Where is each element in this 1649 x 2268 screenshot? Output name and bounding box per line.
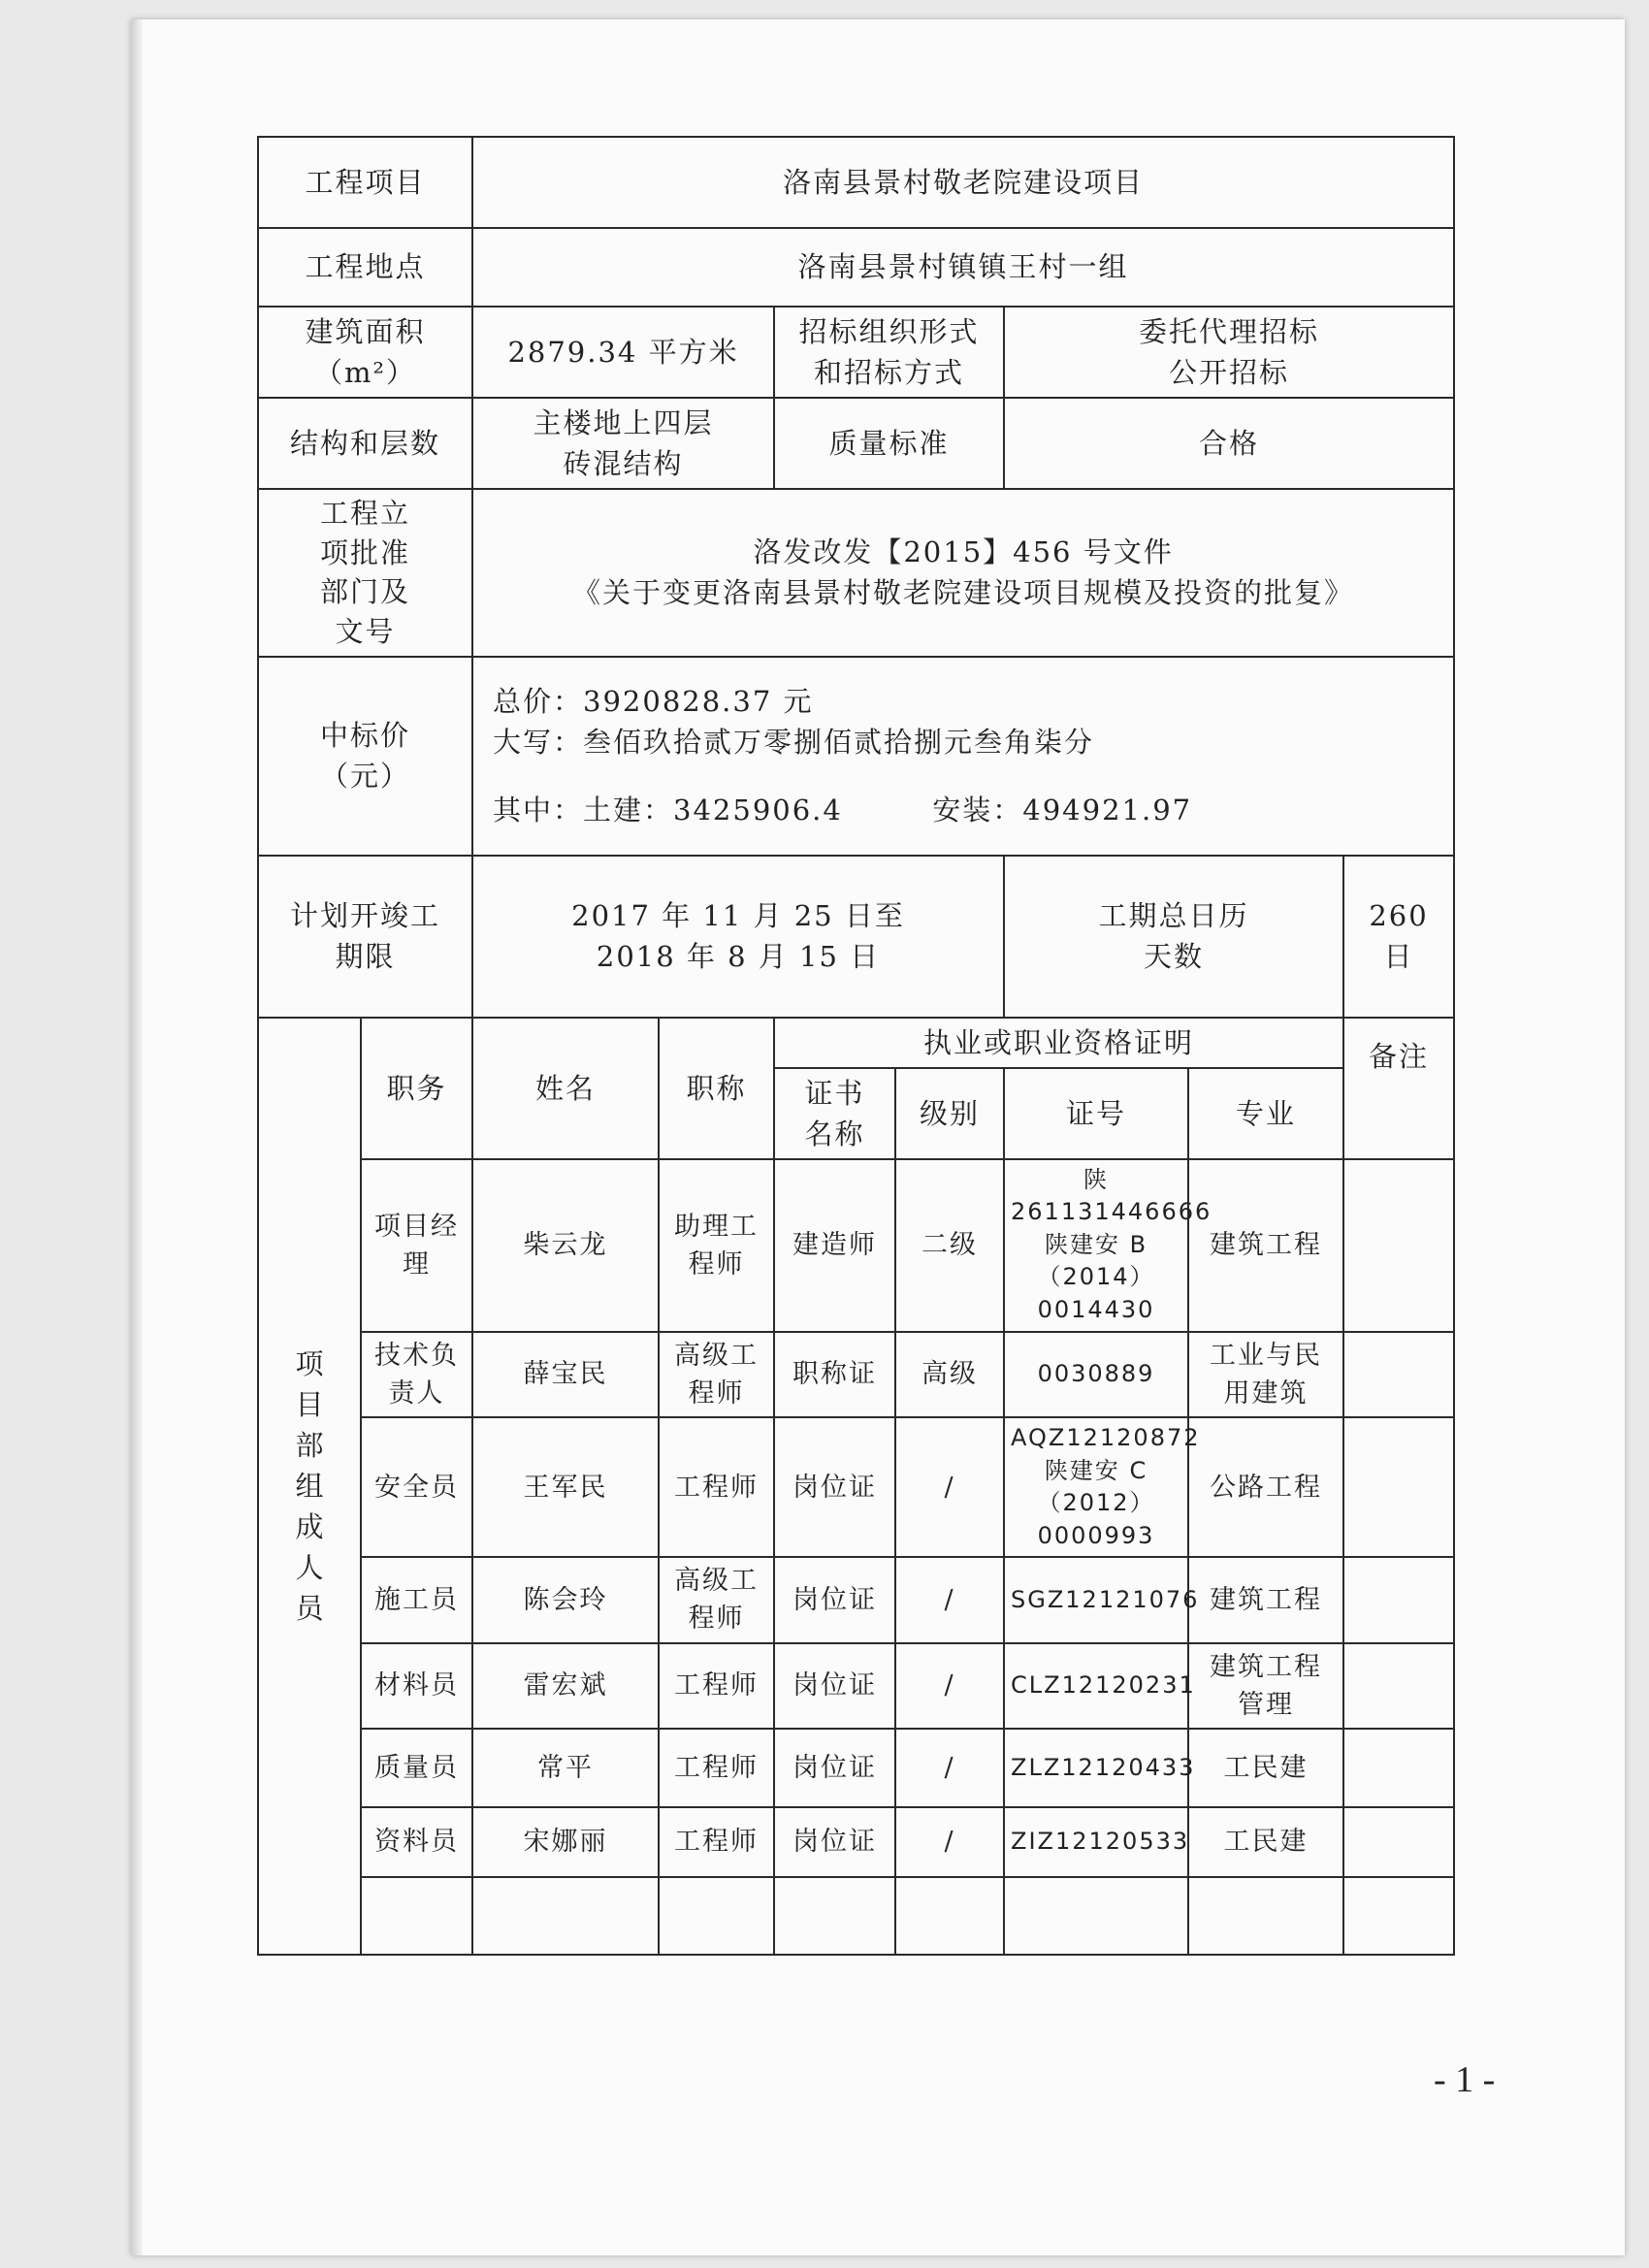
duration-label-line1: 工期总日历 [1098,899,1249,933]
staff-cert-no-line2: 陕建安 C（2012） [1037,1456,1155,1517]
empty-cell [774,1877,895,1955]
price-breakdown [493,790,1447,830]
staff-level: / [895,1729,1004,1807]
staff-specialty-line1: 工业与民 [1210,1340,1323,1371]
staff-cert: 岗位证 [774,1807,895,1877]
staff-role-line1: 项目经 [374,1211,459,1242]
staff-title-line2: 程师 [688,1248,745,1280]
staff-title-line1: 工程师 [674,1752,760,1783]
staff-cert-no [1004,1159,1212,1332]
staff-cert: 岗位证 [774,1729,895,1807]
staff-title [659,1417,774,1557]
staff-level: 二级 [895,1159,1004,1332]
bidding-label-line1: 招标组织形式 [798,315,980,348]
staff-remark [1343,1729,1454,1807]
staff-specialty-line2: 管理 [1238,1689,1295,1720]
staff-specialty-line1: 建筑工程 [1210,1230,1323,1261]
staff-title [659,1557,774,1642]
staff-cert: 岗位证 [774,1557,895,1642]
staff-cert: 建造师 [774,1159,895,1332]
staff-title [659,1729,774,1807]
structure-value-line1: 主楼地上四层 [533,406,714,440]
approval-value [472,489,1454,656]
staff-cert-no [1004,1643,1196,1729]
staff-cert-no-line3: 0000993 [1037,1521,1155,1549]
staff-role [361,1729,472,1807]
staff-title-line1: 工程师 [674,1670,760,1701]
staff-level: 高级 [895,1332,1004,1417]
staff-title [659,1807,774,1877]
staff-specialty [1188,1417,1343,1557]
staff-specialty-line1: 工民建 [1223,1752,1309,1783]
staff-name: 雷宏斌 [472,1643,659,1729]
staff-remark [1343,1807,1454,1877]
staff-title [659,1643,774,1729]
schedule-label [258,856,472,1018]
staff-level: / [895,1643,1004,1729]
staff-name: 陈会玲 [472,1557,659,1642]
page-number: - 1 - [1434,2059,1496,2100]
staff-name: 王军民 [472,1417,659,1557]
structure-label: 结构和层数 [258,398,472,489]
price-label-line2: （元） [320,760,411,794]
project-location-value: 洛南县景村镇镇王村一组 [472,228,1454,307]
header-cert-name-line1: 证书 [804,1076,865,1110]
row-structure-quality [258,398,1454,489]
empty-cell [1188,1877,1343,1955]
staff-specialty-line1: 建筑工程 [1210,1651,1323,1682]
staff-specialty [1188,1332,1343,1417]
approval-value-line2: 《关于变更洛南县景村敬老院建设项目规模及投资的批复》 [572,576,1355,610]
bidding-value-line2: 公开招标 [1169,356,1290,390]
schedule-value [472,856,1004,1018]
staff-role [361,1159,472,1332]
staff-specialty [1188,1159,1343,1332]
bidding-value-line1: 委托代理招标 [1139,315,1320,348]
staff-role-line1: 施工员 [374,1584,459,1615]
staff-name: 柴云龙 [472,1159,659,1332]
table-row [258,1557,1454,1642]
header-cert-name-line2: 名称 [804,1117,865,1150]
staff-cert-no [1004,1417,1201,1557]
row-area-bidding [258,307,1454,398]
header-role: 职务 [361,1018,472,1159]
staff-cert-no-line1: 0030889 [1037,1360,1155,1388]
header-title: 职称 [659,1018,774,1159]
approval-label-text: 工程立项批准部门及文号 [320,497,411,648]
staff-role [361,1417,472,1557]
staff-group-label-text: 项目部组成人员 [295,1346,326,1625]
price-label-line1: 中标价 [320,719,411,753]
staff-cert: 职称证 [774,1332,895,1417]
staff-title-line1: 助理工 [674,1211,760,1242]
price-label [258,657,472,856]
table-row [258,1417,1454,1557]
staff-header-row-1 [258,1018,1454,1068]
structure-value [472,398,774,489]
staff-role-line1: 安全员 [374,1472,459,1503]
approval-label [258,489,472,656]
duration-label-line2: 天数 [1144,940,1205,974]
staff-title [659,1332,774,1417]
staff-name: 常平 [472,1729,659,1807]
staff-cert: 岗位证 [774,1417,895,1557]
header-level: 级别 [895,1068,1004,1159]
empty-cell [361,1877,472,1955]
project-name-label: 工程项目 [258,137,472,228]
empty-cell [1004,1877,1188,1955]
staff-role [361,1557,472,1642]
approval-value-line1: 洛发改发【2015】456 号文件 [753,535,1174,569]
project-info-table [257,136,1455,1956]
staff-role-line2: 理 [403,1248,431,1280]
staff-cert-no-line2: 陕建安 B（2014） [1037,1230,1155,1291]
header-name: 姓名 [472,1018,659,1159]
staff-level: / [895,1417,1004,1557]
duration-label [1004,856,1343,1018]
project-location-label: 工程地点 [258,228,472,307]
area-value: 2879.34 平方米 [472,307,774,398]
staff-cert-no-line3: 0014430 [1037,1296,1155,1324]
row-approval [258,489,1454,656]
staff-title-line1: 工程师 [674,1827,760,1858]
staff-remark [1343,1557,1454,1642]
structure-value-line2: 砖混结构 [563,447,684,481]
header-cert-no: 证号 [1004,1068,1188,1159]
empty-cell [659,1877,774,1955]
staff-cert-no [1004,1557,1200,1642]
staff-level: / [895,1807,1004,1877]
staff-role-line1: 资料员 [374,1827,459,1858]
price-words: 大写：叁佰玖拾贰万零捌佰贰拾捌元叁角柒分 [493,726,1095,760]
staff-name: 薛宝民 [472,1332,659,1417]
staff-title-line2: 程师 [688,1377,745,1409]
table-row [258,1643,1454,1729]
staff-remark [1343,1417,1454,1557]
row-project-name [258,137,1454,228]
table-row [258,1159,1454,1332]
header-specialty: 专业 [1188,1068,1343,1159]
staff-role-line1: 材料员 [374,1670,459,1701]
staff-remark [1343,1643,1454,1729]
row-schedule [258,856,1454,1018]
schedule-label-line1: 计划开竣工 [290,899,441,933]
quality-label: 质量标准 [774,398,1004,489]
quality-value: 合格 [1004,398,1454,489]
schedule-label-line2: 期限 [335,940,396,974]
bidding-value [1004,307,1454,398]
page-edge-shadow [131,19,143,2255]
table-row [258,1807,1454,1877]
bidding-label-line2: 和招标方式 [814,356,965,390]
staff-specialty [1188,1729,1343,1807]
schedule-value-line1: 2017 年 11 月 25 日至 [571,899,905,933]
staff-cert-no [1004,1332,1188,1417]
header-cert-name [774,1068,895,1159]
project-name-value: 洛南县景村敬老院建设项目 [472,137,1454,228]
staff-role-line1: 技术负 [374,1340,459,1371]
header-qualification: 执业或职业资格证明 [774,1018,1343,1068]
schedule-value-line2: 2018 年 8 月 15 日 [596,940,881,974]
staff-specialty [1188,1557,1343,1642]
staff-specialty [1188,1807,1343,1877]
staff-group-label [258,1018,361,1955]
staff-role-line1: 质量员 [374,1752,459,1783]
table-row [258,1332,1454,1417]
staff-name: 宋娜丽 [472,1807,659,1877]
duration-value: 260 日 [1343,856,1454,1018]
staff-cert-no [1004,1807,1188,1877]
table-row [258,1729,1454,1807]
empty-cell [895,1877,1004,1955]
staff-role-line2: 责人 [388,1377,445,1409]
staff-title-line1: 工程师 [674,1472,760,1503]
staff-cert-no [1004,1729,1196,1807]
price-install: 安装：494921.97 [932,794,1193,827]
staff-specialty [1188,1643,1343,1729]
staff-cert-no-line1: SGZ12121076 [1011,1585,1200,1613]
header-remark: 备注 [1343,1018,1454,1159]
staff-specialty-line1: 公路工程 [1210,1472,1323,1503]
area-label-line2: （m²） [313,356,417,390]
area-label [258,307,472,398]
area-label-line1: 建筑面积 [305,315,426,348]
staff-cert-no-line1: 陕 261131446666 [1011,1165,1212,1226]
table-row-empty [258,1877,1454,1955]
staff-cert-no-line1: ZIZ12120533 [1011,1828,1190,1856]
staff-specialty-line1: 工民建 [1223,1827,1309,1858]
staff-title [659,1159,774,1332]
staff-cert-no-line1: ZLZ12120433 [1011,1753,1196,1781]
staff-title-line1: 高级工 [674,1566,760,1597]
staff-title-line1: 高级工 [674,1340,760,1371]
row-project-location [258,228,1454,307]
staff-title-line2: 程师 [688,1604,745,1635]
price-value [472,657,1454,856]
bidding-label [774,307,1004,398]
staff-role [361,1807,472,1877]
staff-specialty-line1: 建筑工程 [1210,1584,1323,1615]
price-total: 总价：3920828.37 元 [493,684,814,718]
staff-remark [1343,1332,1454,1417]
staff-remark [1343,1159,1454,1332]
empty-cell [472,1877,659,1955]
staff-cert-no-line1: CLZ12120231 [1011,1670,1196,1699]
staff-cert: 岗位证 [774,1643,895,1729]
staff-level: / [895,1557,1004,1642]
staff-specialty-line2: 用建筑 [1223,1377,1309,1409]
row-bid-price [258,657,1454,856]
staff-role [361,1643,472,1729]
price-civil: 其中：土建：3425906.4 [493,794,843,827]
staff-cert-no-line1: AQZ12120872 [1011,1423,1201,1451]
empty-cell [1343,1877,1454,1955]
staff-role [361,1332,472,1417]
